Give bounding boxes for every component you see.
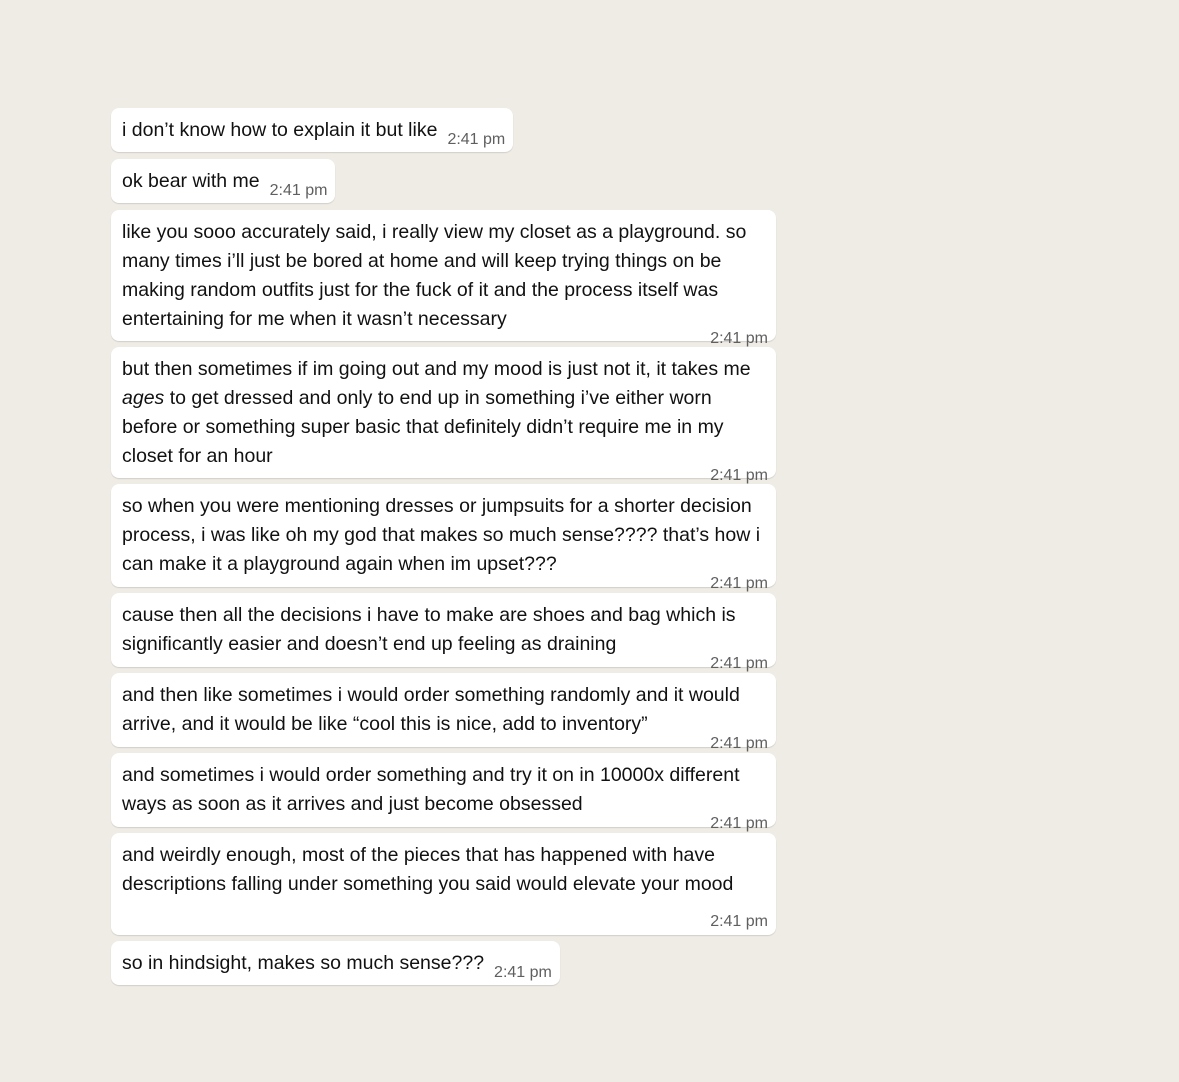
message-timestamp: 2:41 pm xyxy=(710,815,768,832)
message-timestamp: 2:41 pm xyxy=(710,655,768,672)
message-text: but then sometimes if im going out and my mood is just not it, it takes me ages to get dressed and only to end up in something i’ve either worn before or something super basic that definitely didn’t require me in my closet for an hour xyxy=(122,358,751,467)
message-bubble[interactable] xyxy=(111,673,776,752)
message-text: and then like sometimes i would order something randomly and it would arrive, and it would be like “cool this is nice, add to inventory” xyxy=(122,684,740,735)
message-text: so in hindsight, makes so much sense??? xyxy=(122,952,485,974)
message-timestamp: 2:41 pm xyxy=(447,131,506,148)
message-timestamp: 2:41 pm xyxy=(269,182,328,199)
message-timestamp: 2:41 pm xyxy=(710,467,768,484)
message-text: and sometimes i would order something and try it on in 10000x different ways as soon as it arrives and just become obsessed xyxy=(122,764,740,815)
message-bubble[interactable] xyxy=(111,753,776,832)
message-text: ok bear with me xyxy=(122,170,260,192)
message-timestamp: 2:41 pm xyxy=(710,735,768,752)
message-text: like you sooo accurately said, i really view my closet as a playground. so many times i’ll just be bored at home and will keep trying things on be making random outfits just for the fuck of it and the process itself was entertaining for me when it wasn’t necessary xyxy=(122,221,747,330)
message-bubble[interactable] xyxy=(111,108,513,152)
message-text: i don’t know how to explain it but like xyxy=(122,119,438,141)
message-bubble[interactable] xyxy=(111,159,335,203)
message-bubble[interactable] xyxy=(111,484,776,592)
message-timestamp: 2:41 pm xyxy=(710,913,768,930)
message-text: and weirdly enough, most of the pieces that has happened with have descriptions falling under something you said would elevate your mood xyxy=(122,844,734,895)
message-bubble[interactable] xyxy=(111,347,776,484)
message-bubble[interactable] xyxy=(111,593,776,672)
message-text: so when you were mentioning dresses or jumpsuits for a shorter decision process, i was like oh my god that makes so much sense???? that’s how i can make it a playground again when im upset??? xyxy=(122,495,761,575)
message-bubble[interactable] xyxy=(111,210,776,347)
message-bubble[interactable] xyxy=(111,941,560,985)
message-bubble[interactable] xyxy=(111,833,776,935)
message-timestamp: 2:41 pm xyxy=(710,330,768,347)
message-timestamp: 2:41 pm xyxy=(710,575,768,592)
message-text: cause then all the decisions i have to make are shoes and bag which is significantly easier and doesn’t end up feeling as draining xyxy=(122,604,736,655)
message-timestamp: 2:41 pm xyxy=(494,964,552,981)
